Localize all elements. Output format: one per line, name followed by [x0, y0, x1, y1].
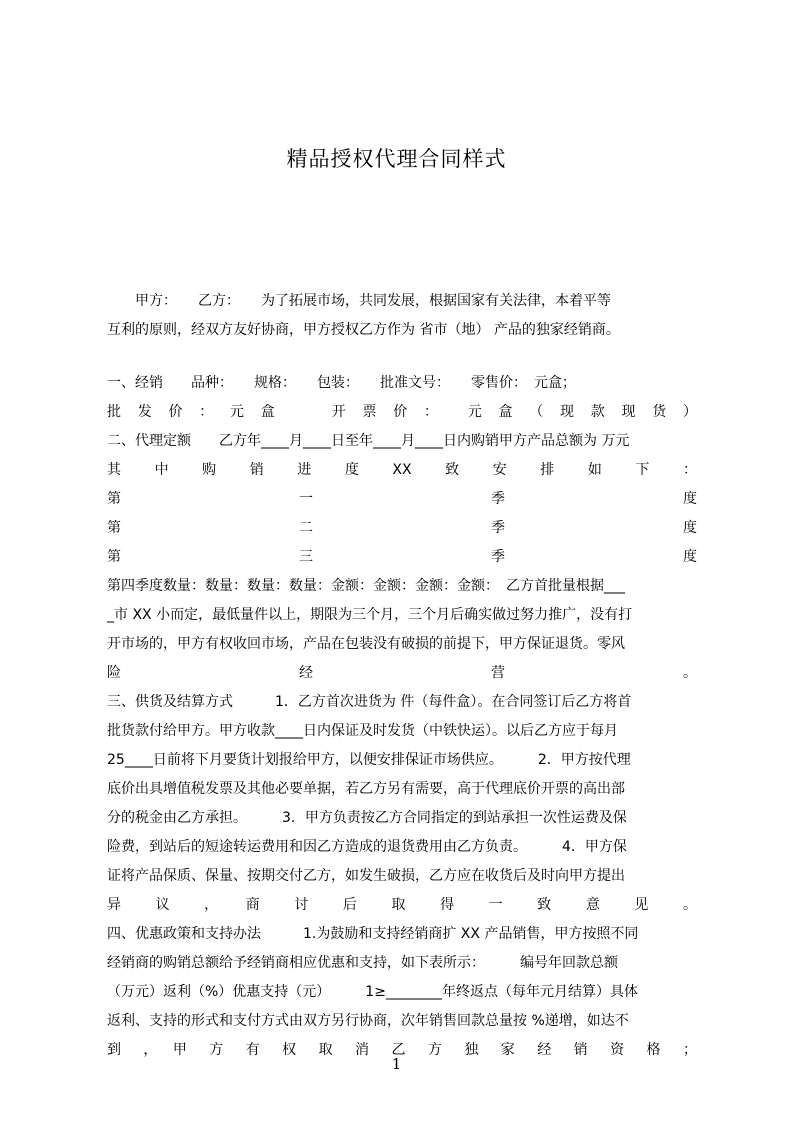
- clause-line: 25____日前将下月要货计划报给甲方，以便安排保证市场供应。 2．甲方按代理: [107, 752, 631, 768]
- text-line: 甲方： 乙方： 为了拓展市场，共同发展，根据国家有关法律，本着平等: [107, 293, 611, 309]
- clause-line: 险 经 营 。: [107, 665, 697, 681]
- clause-line: 开市场的，甲方有权收回市场，产品在包装没有破损的前提下，甲方保证退货。零风: [107, 636, 625, 652]
- clause-line: 二、代理定额 乙方年____月____日至年____月____日内购销甲方产品总额为 万元: [107, 433, 630, 449]
- clause-line: 第 一 季 度: [107, 491, 697, 507]
- clause-line: 第 三 季 度: [107, 549, 697, 565]
- clause-line: 到 ， 甲 方 有 权 取 消 乙 方 独 家 经 销 资 格 ；: [107, 1042, 697, 1058]
- clause-line: 四、优惠政策和支持办法 1.为鼓励和支持经销商扩 XX 产品销售，甲方按照不同: [107, 926, 639, 942]
- clause-line: 分的税金由乙方承担。 3．甲方负责按乙方合同指定的到站承担一次性运费及保: [107, 810, 627, 826]
- clause-line: 第 二 季 度: [107, 520, 697, 536]
- text-line: 互利的原则，经双方友好协商，甲方授权乙方作为 省市（地） 产品的独家经销商。: [107, 322, 620, 338]
- clause-line: 经销商的购销总额给予经销商相应优惠和支持，如下表所示： 编号年回款总额: [107, 955, 618, 971]
- clause-line: 返利、支持的形式和支付方式由双方另行协商，次年销售回款总量按 %递增，如达不: [107, 1013, 629, 1029]
- contract-clauses: [107, 369, 697, 1065]
- clause-line: 一、经销 品种： 规格： 包装： 批准文号： 零售价： 元盒；: [107, 375, 576, 391]
- document-title: 精品授权代理合同样式: [286, 147, 507, 171]
- clause-line: 三、供货及结算方式 1．乙方首次进货为 件（每件盒）。在合同签订后乙方将首: [107, 694, 632, 710]
- clause-line: 险费，到站后的短途转运费用和因乙方造成的退货费用由乙方负责。 4．甲方保: [107, 839, 627, 855]
- clause-line: （万元）返利（%）优惠支持（元） 1≥________年终返点（每年元月结算）具体: [107, 984, 638, 1000]
- clause-line: 异 议 ， 商 讨 后 取 得 一 致 意 见 。: [107, 897, 697, 913]
- page-number: 1: [391, 1055, 402, 1073]
- clause-line: 批货款付给甲方。甲方收款____日内保证及时发货（中铁快运）。以后乙方应于每月: [107, 723, 618, 739]
- clause-line: 其 中 购 销 进 度 XX 致 安 排 如 下 ：: [107, 462, 697, 478]
- clause-line: _市 XX 小而定，最低量件以上，期限为三个月，三个月后确实做过努力推广，没有打: [107, 607, 633, 623]
- clause-line: 证将产品保质、保量、按期交付乙方，如发生破损，乙方应在收货后及时向甲方提出: [107, 868, 625, 884]
- intro-paragraph: [107, 287, 697, 345]
- clause-line: 批 发 价 ： 元 盒 开 票 价 ： 元 盒 （ 现 款 现 货 ）: [107, 404, 697, 420]
- clause-line: 第四季度数量：数量：数量：数量：金额：金额：金额：金额： 乙方首批量根据___: [107, 578, 625, 594]
- clause-line: 底价出具增值税发票及其他必要单据，若乙方另有需要，高于代理底价开票的高出部: [107, 781, 625, 797]
